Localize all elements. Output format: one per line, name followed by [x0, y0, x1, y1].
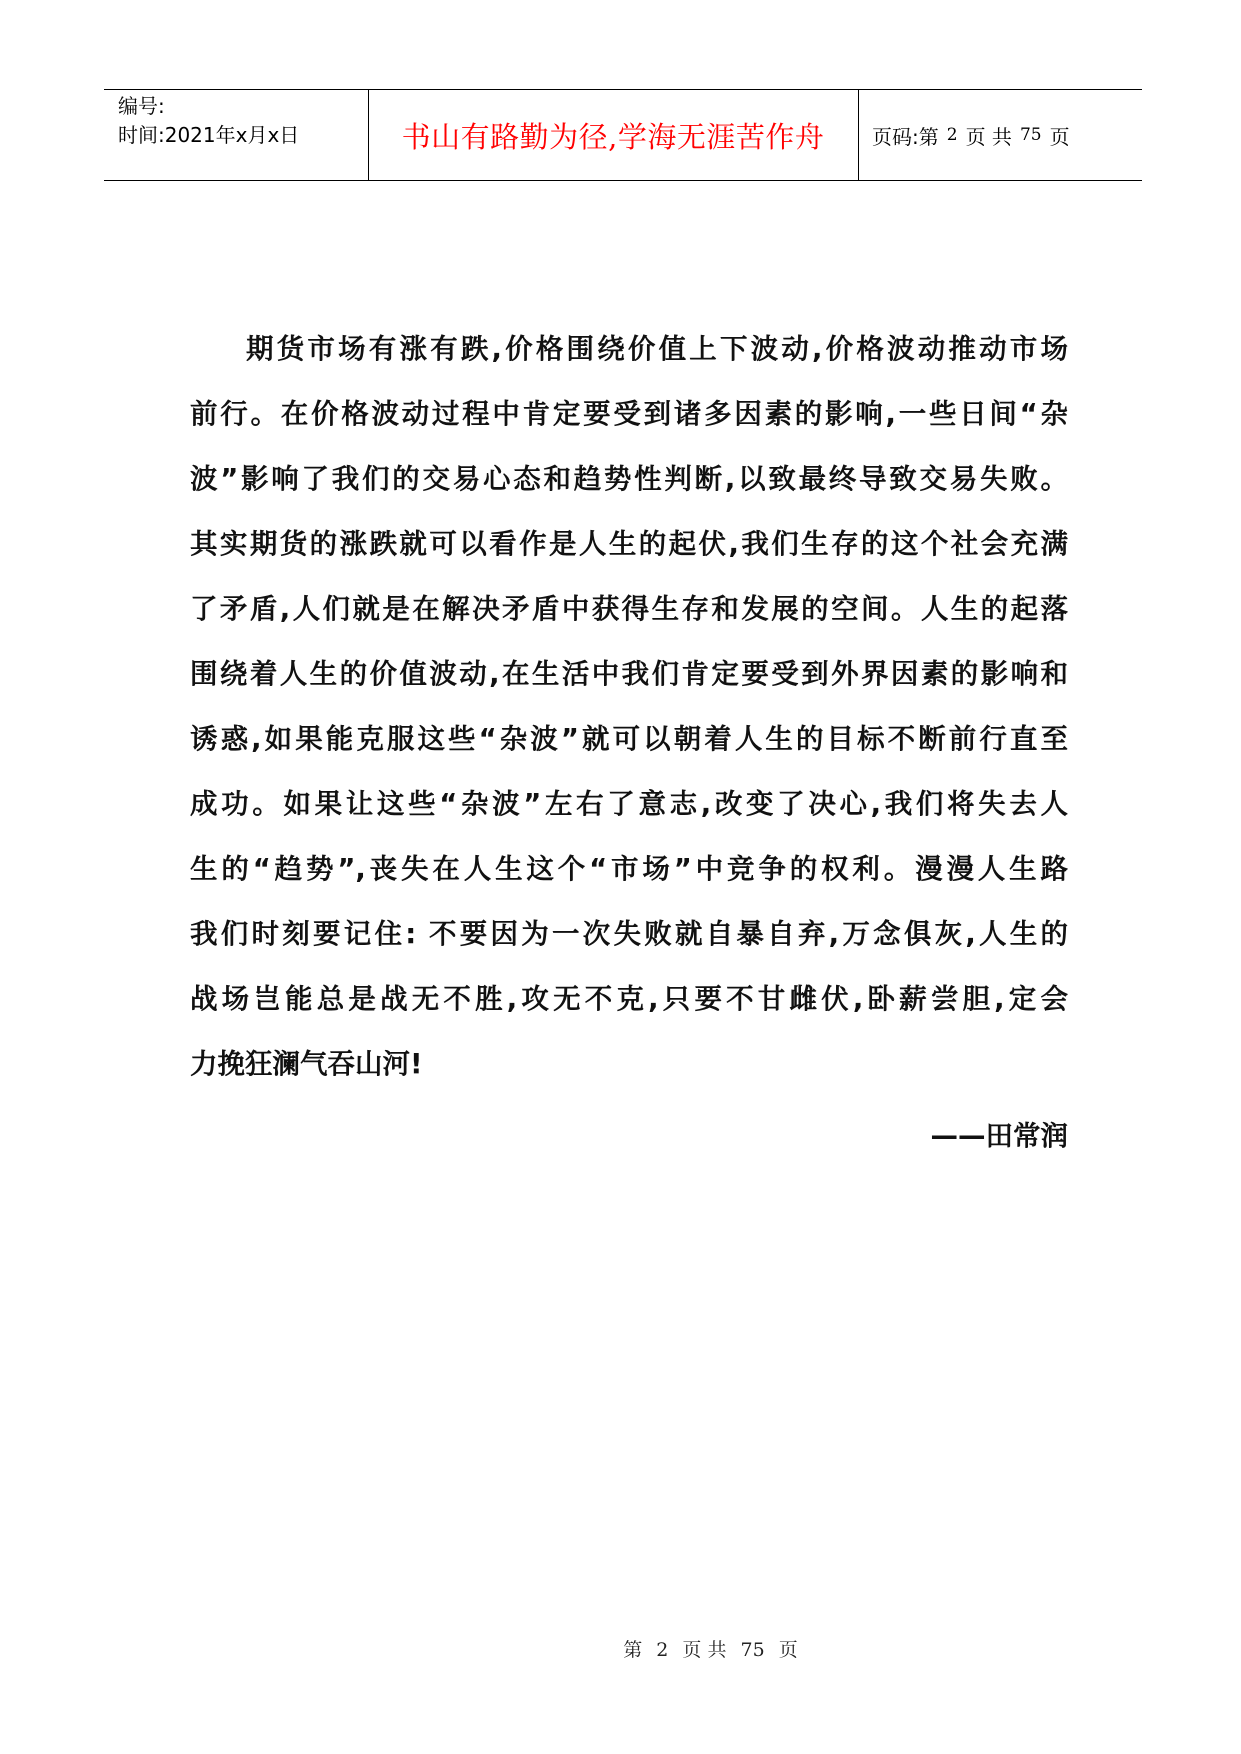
body-paragraph — [190, 317, 1068, 1152]
paragraph-line: 波”影响了我们的交易心态和趋势性判断,以致最终导致交易失败。 — [190, 463, 1068, 495]
page-current: 2 — [946, 125, 958, 145]
page-mid: 页 共 — [965, 124, 1012, 149]
paragraph-line: 战场岂能总是战无不胜,攻无不克,只要不甘雌伏,卧薪尝胆,定会 — [190, 983, 1068, 1015]
header-motto: 书山有路勤为径,学海无涯苦作舟 — [401, 119, 825, 154]
footer-suffix: 页 — [778, 1639, 798, 1661]
number-label: 编号: — [118, 94, 165, 118]
page-suffix: 页 — [1049, 124, 1070, 149]
footer-total: 75 — [740, 1639, 765, 1661]
footer-mid: 页 共 — [682, 1639, 727, 1661]
header-divider — [858, 90, 859, 180]
paragraph-line: 了矛盾,人们就是在解决矛盾中获得生存和发展的空间。人生的起落 — [190, 593, 1068, 625]
paragraph-line: 生的“趋势”,丧失在人生这个“市场”中竞争的权利。漫漫人生路 — [190, 853, 1068, 885]
header-page-number — [872, 90, 1070, 180]
page-footer — [0, 1635, 1241, 1662]
page-header — [104, 89, 1142, 181]
paragraph-line: 力挽狂澜气吞山河! — [190, 1048, 423, 1080]
footer-prefix: 第 — [623, 1639, 643, 1661]
paragraph-line: 我们时刻要记住: 不要因为一次失败就自暴自弃,万念俱灰,人生的 — [190, 918, 1068, 950]
page-prefix: 页码:第 — [872, 124, 939, 149]
time-label: 时间:2021年x月x日 — [118, 123, 300, 147]
author-signature: ——田常润 — [930, 1120, 1068, 1152]
paragraph-line: 期货市场有涨有跌,价格围绕价值上下波动,价格波动推动市场 — [246, 333, 1068, 365]
paragraph-line: 成功。如果让这些“杂波”左右了意志,改变了决心,我们将失去人 — [190, 788, 1068, 820]
paragraph-line: 前行。在价格波动过程中肯定要受到诸多因素的影响,一些日间“杂 — [190, 398, 1068, 430]
header-meta — [118, 92, 368, 150]
paragraph-line: 其实期货的涨跌就可以看作是人生的起伏,我们生存的这个社会充满 — [190, 528, 1068, 560]
page-total: 75 — [1019, 125, 1042, 145]
paragraph-line: 诱惑,如果能克服这些“杂波”就可以朝着人生的目标不断前行直至 — [190, 723, 1068, 755]
footer-current: 2 — [656, 1639, 669, 1661]
paragraph-line: 围绕着人生的价值波动,在生活中我们肯定要受到外界因素的影响和 — [190, 658, 1068, 690]
